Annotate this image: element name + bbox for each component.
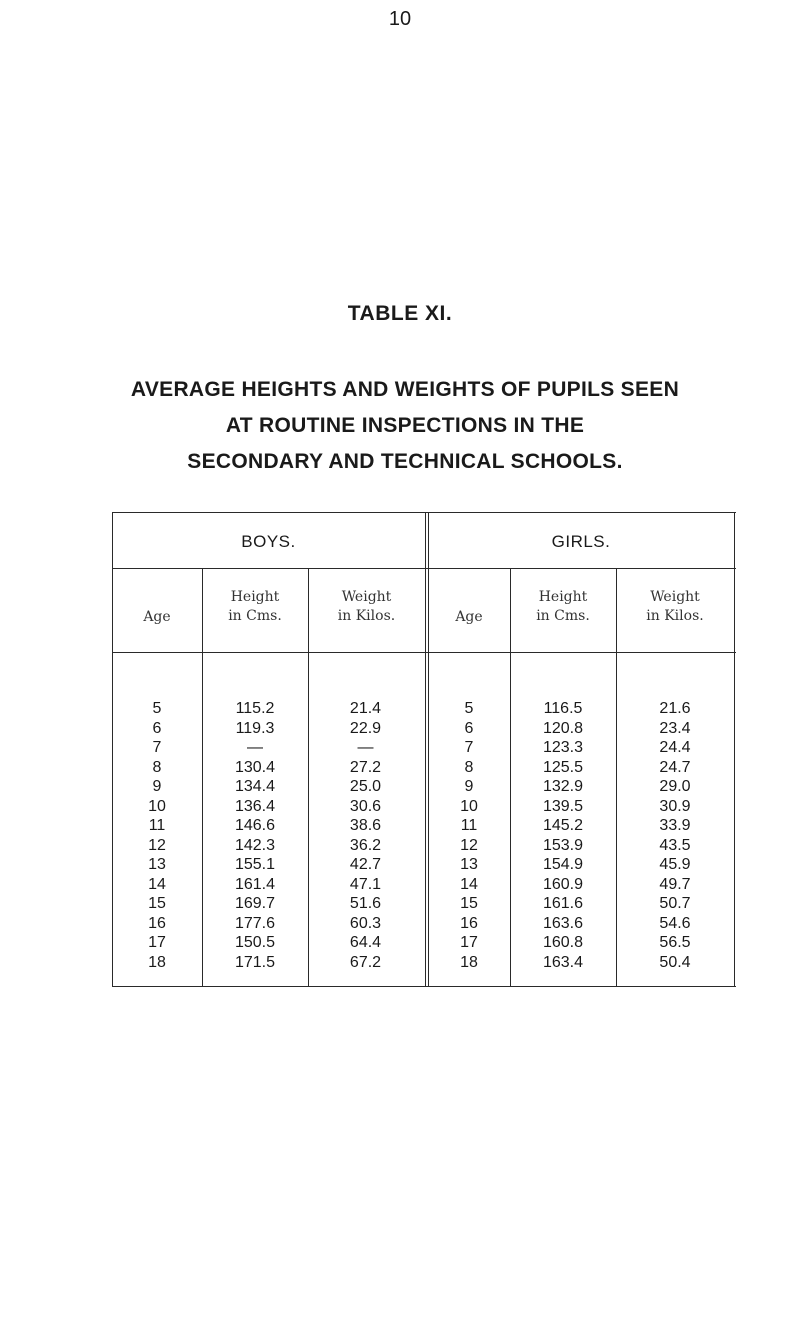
boys-height-cell: 155.1 bbox=[234, 856, 276, 873]
boys-weight-cell: 27.2 bbox=[349, 758, 382, 776]
boys-height-cell: 134.4 bbox=[234, 778, 276, 795]
boys-height-cell: 119.3 bbox=[235, 719, 275, 737]
girls-weight-cell: 29.0 bbox=[659, 778, 691, 795]
boys-height-cell: 161.4 bbox=[234, 875, 276, 893]
girls-age-cell: 15 bbox=[460, 895, 478, 912]
girls-age-cell: 17 bbox=[460, 934, 478, 951]
table-body bbox=[0, 699, 800, 972]
girls-height-cell: 153.9 bbox=[542, 836, 584, 854]
table-row bbox=[0, 719, 800, 739]
table-row bbox=[0, 758, 800, 778]
heading-line: AVERAGE HEIGHTS AND WEIGHTS OF PUPILS SEEN bbox=[130, 378, 680, 401]
girls-height-cell: 154.9 bbox=[542, 856, 584, 873]
header-text: in Kilos. bbox=[646, 608, 704, 624]
table-bottom-rule bbox=[112, 986, 736, 987]
girls-weight-cell: 21.6 bbox=[659, 700, 691, 717]
boys-age-cell: 10 bbox=[148, 797, 166, 815]
girls-weight-header bbox=[616, 588, 734, 626]
girls-age-cell: 8 bbox=[464, 758, 474, 776]
girls-height-cell: 160.9 bbox=[542, 875, 584, 893]
boys-height-cell: — bbox=[247, 739, 263, 756]
table-top-rule bbox=[112, 512, 736, 513]
boys-height-cell: 169.7 bbox=[234, 895, 276, 912]
boys-age-cell: 14 bbox=[148, 875, 166, 893]
header-text: in Cms. bbox=[536, 608, 590, 624]
heading-line: SECONDARY AND TECHNICAL SCHOOLS. bbox=[187, 450, 623, 473]
header-text: Weight bbox=[650, 589, 700, 605]
column-header-rule bbox=[112, 652, 736, 653]
boys-age-cell: 13 bbox=[148, 856, 166, 873]
boys-age-cell: 7 bbox=[152, 739, 162, 756]
girls-height-cell: 116.5 bbox=[543, 700, 583, 717]
girls-age-cell: 18 bbox=[460, 953, 478, 971]
table-row bbox=[0, 914, 800, 934]
table-row bbox=[0, 699, 800, 719]
boys-weight-cell: 36.2 bbox=[349, 836, 382, 854]
boys-height-cell: 130.4 bbox=[234, 758, 276, 776]
girls-age-cell: 11 bbox=[460, 817, 478, 834]
boys-weight-cell: 30.6 bbox=[349, 797, 382, 815]
boys-age-cell: 16 bbox=[148, 914, 166, 932]
boys-weight-cell: 51.6 bbox=[349, 895, 382, 912]
girls-weight-cell: 43.5 bbox=[659, 836, 691, 854]
girls-height-cell: 145.2 bbox=[542, 817, 584, 834]
girls-group-label: GIRLS. bbox=[551, 532, 611, 551]
boys-age-cell: 17 bbox=[148, 934, 166, 951]
girls-height-cell: 160.8 bbox=[542, 934, 584, 951]
boys-weight-header bbox=[308, 588, 425, 626]
boys-weight-cell: 60.3 bbox=[349, 914, 382, 932]
boys-height-cell: 150.5 bbox=[234, 934, 276, 951]
header-text: Height bbox=[230, 589, 280, 605]
table-row bbox=[0, 953, 800, 973]
girls-weight-cell: 56.5 bbox=[659, 934, 691, 951]
girls-height-cell: 123.3 bbox=[542, 739, 584, 756]
boys-height-cell: 146.6 bbox=[234, 817, 276, 834]
header-text: Height bbox=[538, 589, 588, 605]
table-row bbox=[0, 875, 800, 895]
girls-height-cell: 163.6 bbox=[542, 914, 584, 932]
girls-weight-cell: 50.4 bbox=[659, 953, 691, 971]
girls-weight-cell: 54.6 bbox=[659, 914, 691, 932]
boys-age-cell: 8 bbox=[152, 758, 162, 776]
boys-age-cell: 6 bbox=[152, 719, 162, 737]
girls-weight-cell: 33.9 bbox=[659, 817, 691, 834]
boys-weight-cell: 22.9 bbox=[349, 719, 382, 737]
heading-line: AT ROUTINE INSPECTIONS IN THE bbox=[225, 414, 585, 437]
boys-weight-cell: 64.4 bbox=[349, 934, 382, 951]
boys-group-label: BOYS. bbox=[241, 532, 296, 551]
table-row bbox=[0, 894, 800, 914]
boys-height-cell: 142.3 bbox=[234, 836, 276, 854]
boys-weight-cell: 67.2 bbox=[349, 953, 382, 971]
girls-height-cell: 161.6 bbox=[542, 895, 584, 912]
girls-age-cell: 14 bbox=[460, 875, 478, 893]
header-text: in Kilos. bbox=[337, 608, 396, 624]
girls-age-cell: 16 bbox=[460, 914, 478, 932]
header-text: Age bbox=[455, 609, 483, 625]
girls-weight-cell: 50.7 bbox=[659, 895, 691, 912]
boys-height-header bbox=[202, 588, 308, 626]
girls-age-header bbox=[428, 608, 510, 627]
boys-height-cell: 115.2 bbox=[235, 700, 275, 717]
girls-age-cell: 7 bbox=[464, 739, 474, 756]
boys-weight-cell: 38.6 bbox=[349, 817, 382, 834]
girls-weight-cell: 45.9 bbox=[659, 856, 691, 873]
table-row bbox=[0, 816, 800, 836]
boys-weight-cell: 25.0 bbox=[349, 778, 382, 795]
boys-age-cell: 18 bbox=[148, 953, 166, 971]
girls-height-cell: 120.8 bbox=[542, 719, 584, 737]
boys-weight-cell: 21.4 bbox=[349, 700, 382, 717]
header-text: Weight bbox=[341, 589, 392, 605]
girls-height-header bbox=[510, 588, 616, 626]
girls-height-cell: 139.5 bbox=[542, 797, 584, 815]
table-row bbox=[0, 738, 800, 758]
table-heading bbox=[60, 372, 750, 480]
table-row bbox=[0, 797, 800, 817]
girls-weight-cell: 24.4 bbox=[659, 739, 691, 756]
girls-weight-cell: 23.4 bbox=[659, 719, 691, 737]
boys-height-cell: 177.6 bbox=[234, 914, 276, 932]
girls-age-cell: 12 bbox=[460, 836, 478, 854]
girls-height-cell: 132.9 bbox=[542, 778, 584, 795]
girls-height-cell: 163.4 bbox=[542, 953, 584, 971]
group-header-rule bbox=[112, 568, 736, 569]
girls-age-cell: 6 bbox=[464, 719, 474, 737]
girls-weight-cell: 49.7 bbox=[659, 875, 691, 893]
header-text: Age bbox=[143, 609, 171, 625]
girls-age-cell: 13 bbox=[460, 856, 478, 873]
boys-weight-cell: — bbox=[357, 739, 374, 756]
boys-age-cell: 5 bbox=[152, 700, 162, 717]
table-row bbox=[0, 777, 800, 797]
girls-weight-cell: 30.9 bbox=[659, 797, 691, 815]
table-row bbox=[0, 855, 800, 875]
girls-age-cell: 9 bbox=[464, 778, 474, 795]
boys-height-cell: 136.4 bbox=[234, 797, 276, 815]
boys-weight-cell: 47.1 bbox=[349, 875, 382, 893]
girls-height-cell: 125.5 bbox=[542, 758, 584, 776]
table-row bbox=[0, 933, 800, 953]
girls-age-cell: 10 bbox=[460, 797, 478, 815]
boys-age-cell: 9 bbox=[152, 778, 162, 795]
table-title: TABLE XI. bbox=[347, 302, 453, 325]
table-row bbox=[0, 836, 800, 856]
boys-weight-cell: 42.7 bbox=[349, 856, 382, 873]
boys-age-cell: 11 bbox=[148, 817, 166, 834]
boys-height-cell: 171.5 bbox=[234, 953, 276, 971]
girls-weight-cell: 24.7 bbox=[659, 758, 691, 776]
girls-age-cell: 5 bbox=[464, 700, 474, 717]
page-number: 10 bbox=[388, 8, 412, 30]
header-text: in Cms. bbox=[228, 608, 282, 624]
boys-age-cell: 15 bbox=[148, 895, 166, 912]
boys-age-header bbox=[112, 608, 202, 627]
boys-age-cell: 12 bbox=[148, 836, 166, 854]
